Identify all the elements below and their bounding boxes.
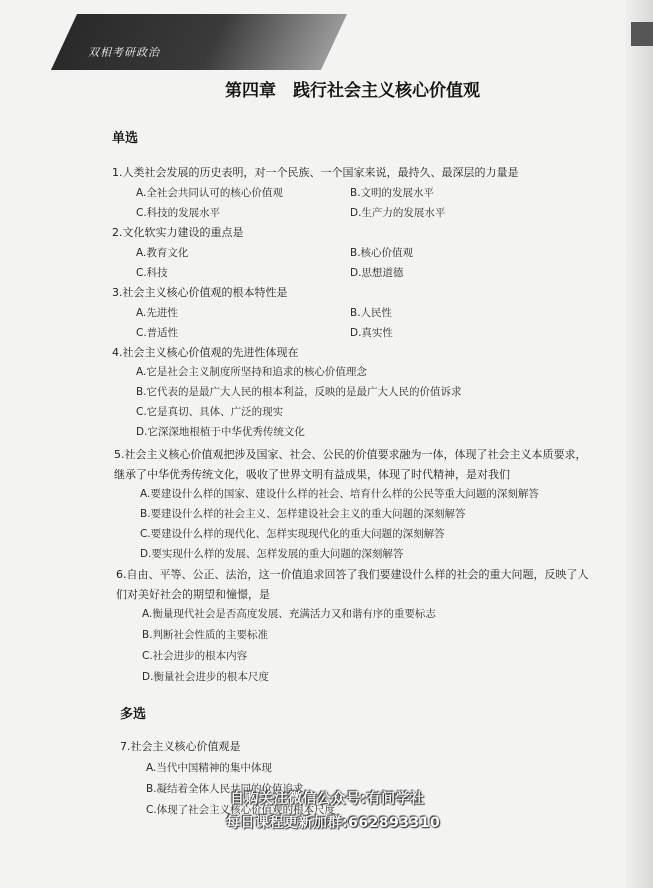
question-2-option-c: C.科技 bbox=[136, 267, 168, 279]
question-1-stem: 1.人类社会发展的历史表明，对一个民族、一个国家来说，最持久、最深层的力量是 bbox=[112, 166, 519, 179]
watermark-line-1: 自购关注微信公众号:有间学社 bbox=[230, 791, 425, 807]
question-4-option-c: C.它是真切、具体、广泛的现实 bbox=[136, 406, 284, 418]
section-single-choice: 单选 bbox=[112, 131, 139, 146]
question-2-option-d: D.思想道德 bbox=[350, 267, 404, 279]
chapter-title: 第四章 践行社会主义核心价值观 bbox=[225, 81, 480, 101]
question-1-option-d: D.生产力的发展水平 bbox=[350, 207, 446, 219]
question-3-option-b: B.人民性 bbox=[350, 307, 393, 319]
question-7-stem: 7.社会主义核心价值观是 bbox=[120, 740, 241, 753]
question-4-option-d: D.它深深地根植于中华优秀传统文化 bbox=[136, 426, 305, 438]
question-5-stem: 5.社会主义核心价值观把涉及国家、社会、公民的价值要求融为一体，体现了社会主义本质要求， bbox=[114, 448, 587, 461]
question-6-option-d: D.衡量社会进步的根本尺度 bbox=[142, 671, 269, 683]
question-7-option-a: A.当代中国精神的集中体现 bbox=[146, 762, 272, 774]
watermark-line-2: 每日课程更新加群:662893310 bbox=[226, 815, 441, 831]
section-multiple-choice: 多选 bbox=[120, 707, 147, 722]
question-5-option-c: C.要建设什么样的现代化、怎样实现现代化的重大问题的深刻解答 bbox=[140, 528, 445, 540]
question-2-option-b: B.核心价值观 bbox=[350, 247, 414, 259]
question-4-stem: 4.社会主义核心价值观的先进性体现在 bbox=[112, 346, 299, 359]
question-2-stem: 2.文化软实力建设的重点是 bbox=[112, 226, 244, 239]
question-4-option-a: A.它是社会主义制度所坚持和追求的核心价值理念 bbox=[136, 366, 367, 378]
question-3-option-d: D.真实性 bbox=[350, 327, 393, 339]
question-6-stem-continued: 们对美好社会的期望和憧憬，是 bbox=[116, 588, 270, 601]
header-banner bbox=[51, 14, 347, 70]
question-7-option-b: B.凝结着全体人民共同的价值追求 bbox=[146, 783, 304, 795]
question-6-stem: 6.自由、平等、公正、法治，这一价值追求回答了我们要建设什么样的社会的重大问题，反映了人 bbox=[116, 568, 589, 581]
question-6-option-c: C.社会进步的根本内容 bbox=[142, 650, 248, 662]
question-2-option-a: A.教育文化 bbox=[136, 247, 189, 259]
question-4-option-b: B.它代表的是最广大人民的根本利益，反映的是最广大人民的价值诉求 bbox=[136, 386, 462, 398]
question-3-option-a: A.先进性 bbox=[136, 307, 178, 319]
question-1-option-c: C.科技的发展水平 bbox=[136, 207, 221, 219]
question-6-option-b: B.判断社会性质的主要标准 bbox=[142, 629, 269, 641]
question-3-option-c: C.普适性 bbox=[136, 327, 179, 339]
question-7-option-c: C.体现了社会主义核心价值观的根本尺度 bbox=[146, 804, 336, 816]
question-1-option-a: A.全社会共同认可的核心价值观 bbox=[136, 187, 283, 199]
question-5-option-d: D.要实现什么样的发展、怎样发展的重大问题的深刻解答 bbox=[140, 548, 404, 560]
question-5-stem-continued: 继承了中华优秀传统文化，吸收了世界文明有益成果，体现了时代精神，是对我们 bbox=[114, 468, 510, 481]
question-6-option-a: A.衡量现代社会是否高度发展、充满活力又和谐有序的重要标志 bbox=[142, 608, 436, 620]
page-edge-shadow bbox=[625, 0, 653, 888]
question-5-option-b: B.要建设什么样的社会主义、怎样建设社会主义的重大问题的深刻解答 bbox=[140, 508, 466, 520]
question-3-stem: 3.社会主义核心价值观的根本特性是 bbox=[112, 286, 288, 299]
question-5-option-a: A.要建设什么样的国家、建设什么样的社会、培育什么样的公民等重大问题的深刻解答 bbox=[140, 488, 539, 500]
question-1-option-b: B.文明的发展水平 bbox=[350, 187, 435, 199]
banner-text: 双相考研政治 bbox=[88, 46, 160, 59]
page-edge-tab bbox=[631, 22, 653, 46]
